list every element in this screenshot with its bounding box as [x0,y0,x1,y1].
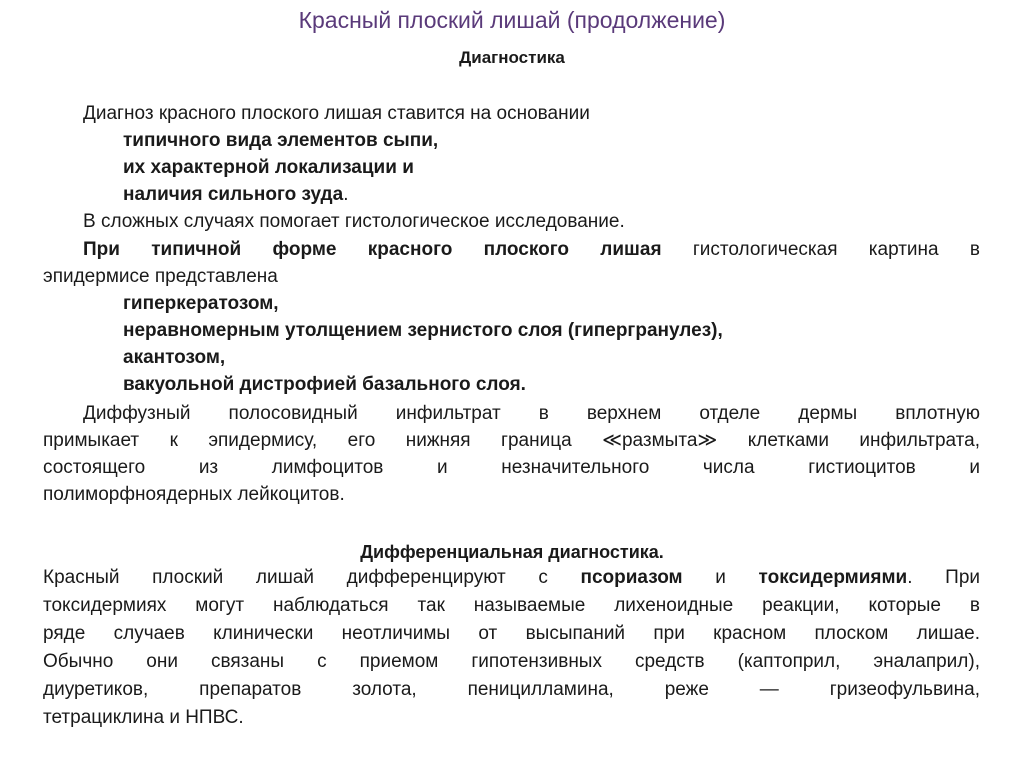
infiltrate-line-2: примыкает к эпидермису, его нижняя граница ≪размыта≫ клетками инфильтрата, [43,430,980,451]
diff-toxidermia: токсидермиями [758,567,908,588]
typical-form-cont: эпидермисе представлена [43,266,278,287]
finding-2: неравномерным утолщением зернистого слоя (гипергранулез), [123,320,723,341]
diff-psoriasis: псориазом [580,567,683,588]
typical-form-bold: При типичной форме красного плоского лишая [83,239,662,260]
finding-1: гиперкератозом, [123,293,279,314]
typical-form-rest: гистологическая картина в [692,239,981,260]
finding-3: акантозом, [123,347,226,368]
diff-line-1-e: . При [907,567,980,588]
finding-4: вакуольной дистрофией базального слоя. [123,374,526,395]
infiltrate-line-4: полиморфноядерных лейкоцитов. [43,484,345,505]
diff-line-1 [43,565,980,591]
criterion-2: их характерной локализации и [123,157,414,178]
infiltrate-line-3: состоящего из лимфоцитов и незначительного числа гистиоцитов и [43,457,980,478]
diff-line-2: токсидермиях могут наблюдаться так называемые лихеноидные реакции, которые в [43,595,980,616]
criterion-3: наличия сильного зуда [123,184,344,205]
criterion-3-line [123,182,348,208]
criterion-1: типичного вида элементов сыпи, [123,130,439,151]
section-heading-differential: Дифференциальная диагностика. [360,542,664,562]
diff-line-1-a: Красный плоский лишай дифференцируют с [43,567,548,588]
criterion-3-period: . [343,184,349,205]
diff-line-3: ряде случаев клинически неотличимы от высыпаний при красном плоском лишае. [43,623,980,644]
diff-line-4: Обычно они связаны с приемом гипотензивных средств (каптоприл, эналаприл), [43,651,980,672]
intro-line: Диагноз красного плоского лишая ставится на основании [83,103,590,124]
diff-line-6: тетрациклина и НПВС. [43,707,244,728]
infiltrate-line-1: Диффузный полосовидный инфильтрат в верхнем отделе дермы вплотную [83,403,980,424]
section-heading-diagnostics: Диагностика [459,48,565,67]
diff-line-1-c: и [715,567,726,588]
diff-line-5: диуретиков, препаратов золота, пеницилламина, реже — гризеофульвина, [43,679,980,700]
histology-line: В сложных случаях помогает гистологическое исследование. [83,211,625,232]
typical-form-line [83,237,980,263]
slide-title: Красный плоский лишай (продолжение) [298,7,726,33]
